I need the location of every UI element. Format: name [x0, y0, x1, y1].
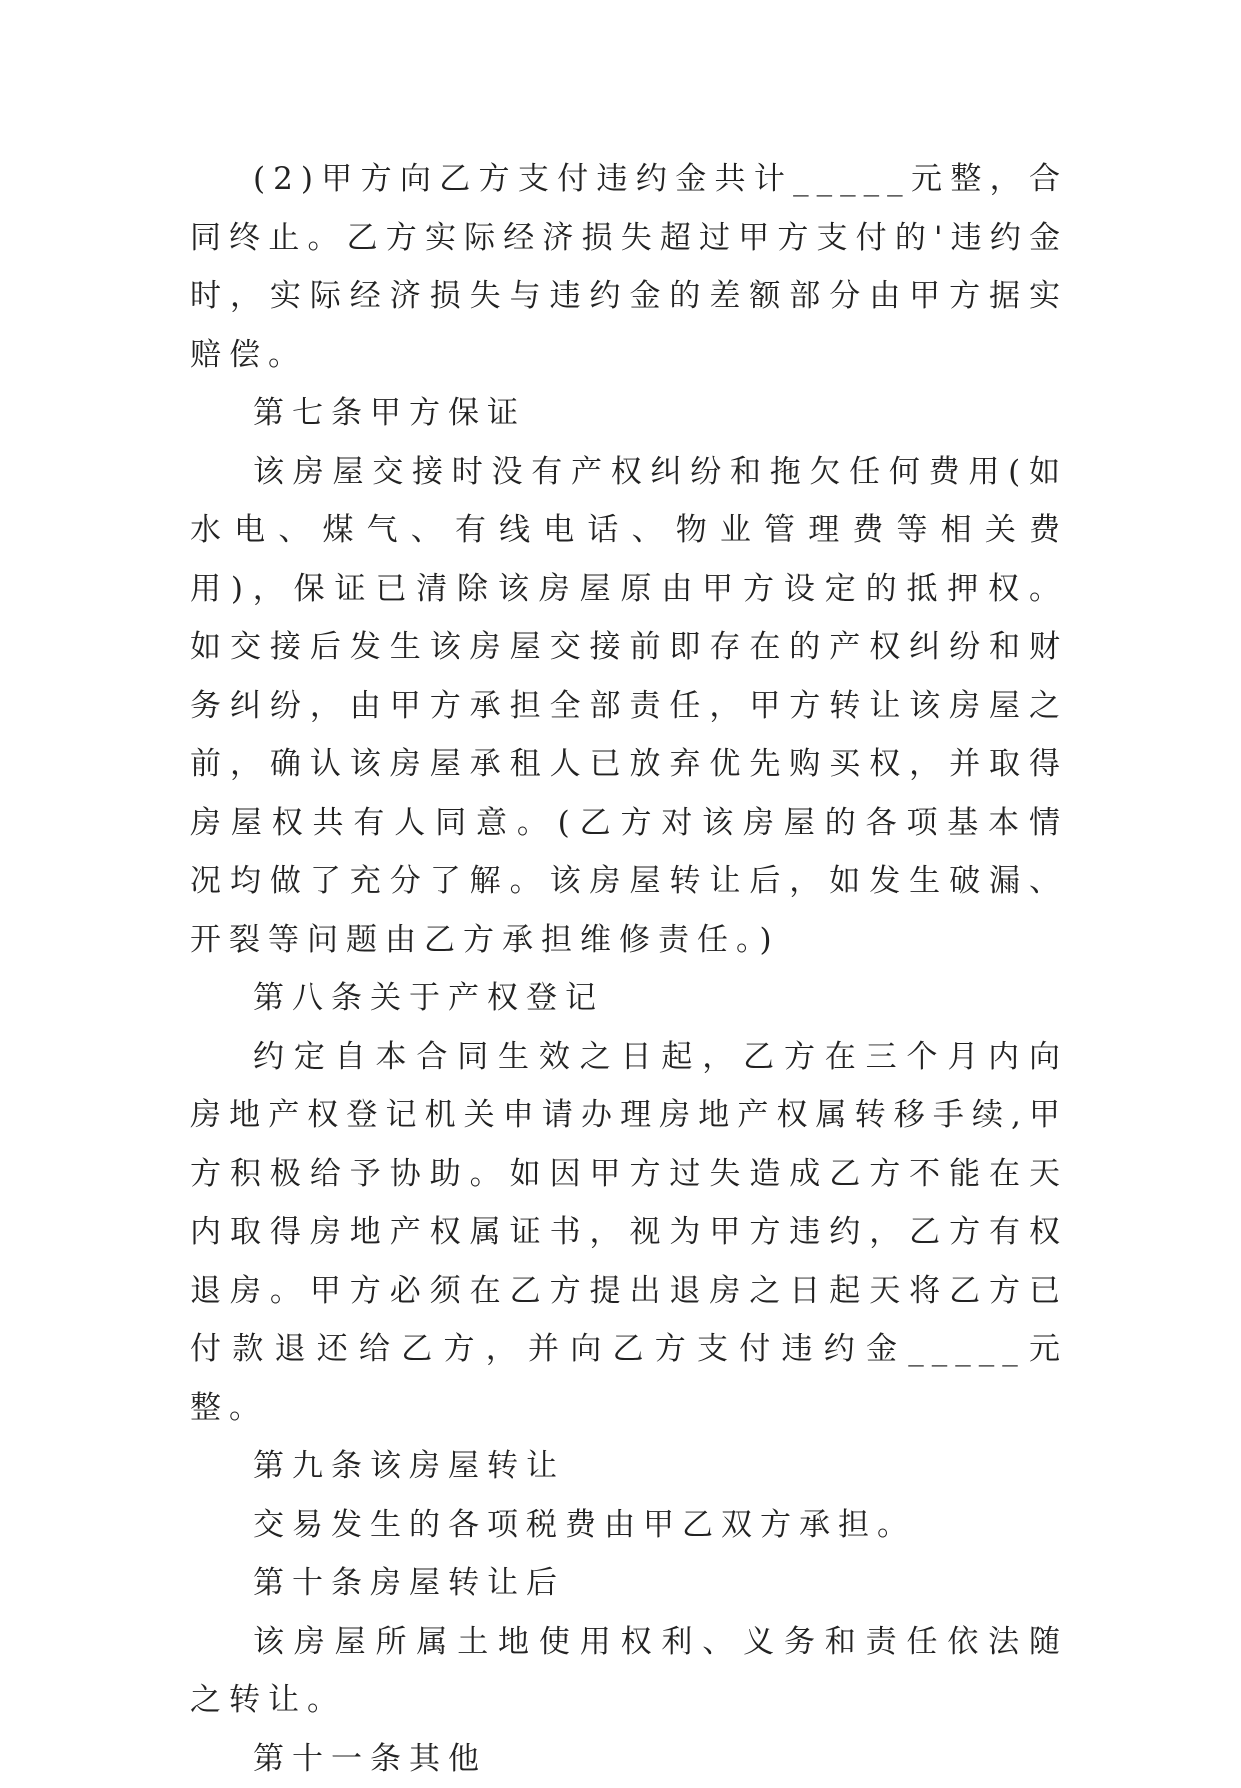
article-8-body: 约定自本合同生效之日起，乙方在三个月内向房地产权登记机关申请办理房地产权属转移手续,甲方积极给予协助。如因甲方过失造成乙方不能在天内取得房地产权属证书，视为甲方违约，乙方有权退房。甲方必须在乙方提出退房之日起天将乙方已付款退还给乙方，并向乙方支付违约金_____元整。: [190, 1028, 1068, 1438]
article-9-heading: 第九条该房屋转让: [190, 1437, 1068, 1496]
article-7-heading: 第七条甲方保证: [190, 384, 1068, 443]
article-8-heading: 第八条关于产权登记: [190, 969, 1068, 1028]
article-11-heading: 第十一条其他: [190, 1730, 1068, 1788]
article-7-body: 该房屋交接时没有产权纠纷和拖欠任何费用(如水电、煤气、有线电话、物业管理费等相关费用)，保证已清除该房屋原由甲方设定的抵押权。如交接后发生该房屋交接前即存在的产权纠纷和财务纠纷，由甲方承担全部责任，甲方转让该房屋之前，确认该房屋承租人已放弃优先购买权，并取得房屋权共有人同意。(乙方对该房屋的各项基本情况均做了充分了解。该房屋转让后，如发生破漏、开裂等问题由乙方承担维修责任。): [190, 443, 1068, 970]
article-10-body: 该房屋所属土地使用权利、义务和责任依法随之转让。: [190, 1613, 1068, 1730]
article-10-heading: 第十条房屋转让后: [190, 1554, 1068, 1613]
article-9-body: 交易发生的各项税费由甲乙双方承担。: [190, 1496, 1068, 1555]
clause-6-item-2: (2)甲方向乙方支付违约金共计_____元整，合同终止。乙方实际经济损失超过甲方支付的'违约金时，实际经济损失与违约金的差额部分由甲方据实赔偿。: [190, 150, 1068, 384]
document-page: [190, 150, 1068, 1788]
